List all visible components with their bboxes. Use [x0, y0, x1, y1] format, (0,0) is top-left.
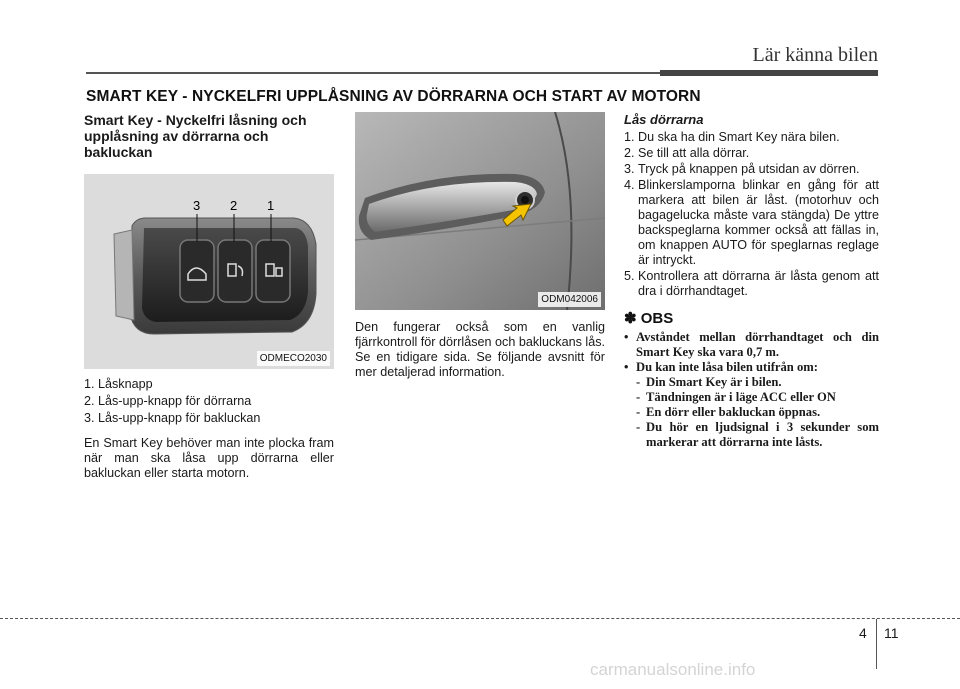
door-handle-figure [355, 112, 605, 310]
callout-3: 3 [193, 198, 201, 213]
page-number: 11 [884, 625, 899, 641]
note-sub-item: - En dörr eller bakluckan öppnas. [636, 405, 821, 419]
column-right [624, 112, 879, 450]
smart-key-illustration [84, 174, 334, 369]
callout-2: 2 [230, 198, 238, 213]
list-item: 4. Blinkerslamporna blinkar en gång för att markera att bilen är låst. (motorhuv och bagagelucka måste vara stängda) De yttre backspeglarna kommer också att fällas in, om knappen AUTO för speglarnas reglage är intryckt. [624, 178, 879, 267]
subsection-heading: Smart Key - Nyckelfri låsning och upplåsning av dörrarna och bakluckan [84, 112, 307, 160]
list-item: 2. Se till att alla dörrar. [624, 146, 750, 160]
list-item: 1. Låsknapp [84, 377, 153, 391]
note-bullet: • Avståndet mellan dörrhandtaget och din Smart Key ska vara 0,7 m. [624, 330, 879, 359]
list-item: 2. Lås-upp-knapp för dörrarna [84, 394, 252, 408]
column-middle [355, 112, 605, 380]
note-body [624, 330, 879, 450]
callout-1: 1 [267, 198, 275, 213]
header-rule-thick [660, 70, 878, 76]
list-item: 5. Kontrollera att dörrarna är låsta genom att dra i dörrhandtaget. [624, 269, 879, 298]
note-sub-item: - Din Smart Key är i bilen. [636, 375, 782, 389]
note-heading: ✽ OBS [624, 310, 674, 327]
figure-code: ODM042006 [538, 292, 601, 307]
note-sub-item: - Du hör en ljudsignal i 3 sekunder som markerar att dörrarna inte låsts. [636, 420, 879, 449]
chapter-number: 4 [859, 625, 867, 641]
footer-rule [0, 618, 960, 619]
page-number-divider [876, 619, 877, 669]
lock-doors-heading: Lås dörrarna [624, 112, 704, 127]
smart-key-figure [84, 174, 334, 369]
remote-paragraph: Den fungerar också som en vanlig fjärrkontroll för dörrlåsen och bakluckans lås. Se en tidigare sida. Se följande avsnitt för mer detaljerad information. [355, 320, 605, 379]
section-title: SMART KEY - NYCKELFRI UPPLÅSNING AV DÖRRARNA OCH START AV MOTORN [86, 88, 701, 105]
note-bullet: • Du kan inte låsa bilen utifrån om: [624, 360, 818, 374]
door-handle-illustration [355, 112, 605, 310]
list-item: 3. Tryck på knappen på utsidan av dörren. [624, 162, 860, 176]
note-sub-item: - Tändningen är i läge ACC eller ON [636, 390, 836, 404]
intro-paragraph: En Smart Key behöver man inte plocka fram när man ska låsa upp dörrarna eller bakluckan eller starta motorn. [84, 436, 334, 480]
list-item: 1. Du ska ha din Smart Key nära bilen. [624, 130, 840, 144]
lock-steps [624, 130, 879, 299]
watermark: carmanualsonline.info [590, 660, 756, 679]
figure-code: ODMECO2030 [257, 351, 330, 366]
chapter-title: Lär känna bilen [752, 44, 878, 66]
button-list [84, 377, 334, 426]
column-left [84, 112, 334, 481]
list-item: 3. Lås-upp-knapp för bakluckan [84, 411, 261, 425]
